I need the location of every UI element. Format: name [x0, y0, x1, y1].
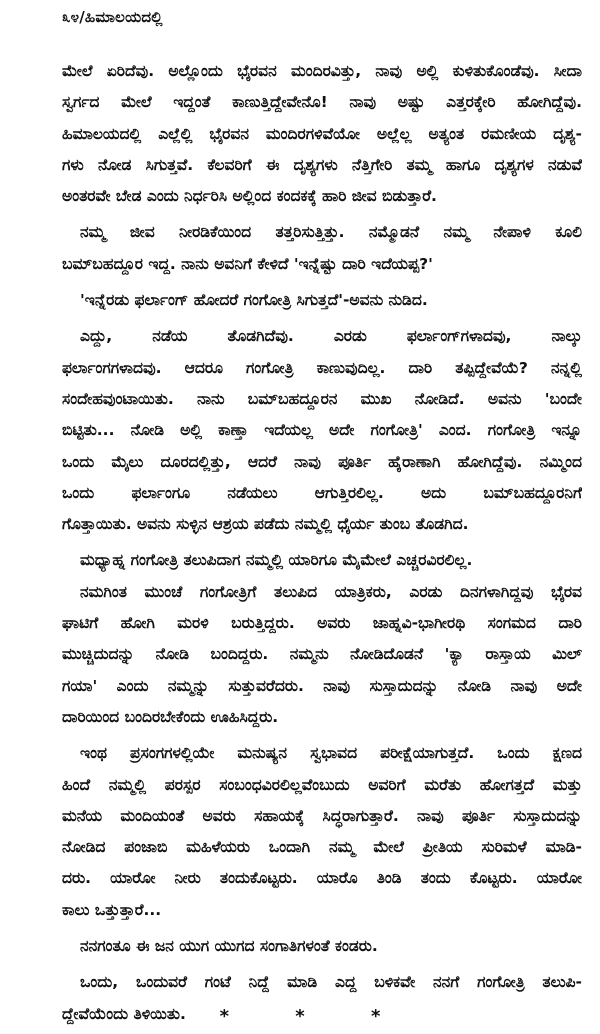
- text-line: ಗಳು ನೋಡ ಸಿಗುತ್ತವೆ. ಕೆಲವರಿಗೆ ಈ ದೃಶ್ಯಗಳು ನೆತ್ತಿಗೇರಿ ತಮ್ಮ ಹಾಗೂ ದೃಶ್ಯಗಳ ನಡುವೆ: [62, 155, 582, 174]
- text-line: ಗಯಾ' ಎಂದು ನಮ್ಮನ್ನು ಸುತ್ತುವರೆದರು. ನಾವು ಸುಸ್ತಾದುದನ್ನು ನೋಡಿ ನಾವು ಅದೇ: [62, 676, 582, 695]
- running-head: ೩೪/ಹಿಮಾಲಯದಲ್ಲಿ: [62, 8, 163, 26]
- text-line: 'ಇನ್ನೆರಡು ಫರ್ಲಾಂಗ್ ಹೋದರೆ ಗಂಗೋತ್ರಿ ಸಿಗುತ್ತದೆ'-ಅವನು ನುಡಿದ.: [80, 291, 428, 310]
- text-line: ಮೇಲೆ ಏರಿದೆವು. ಅಲ್ಲೊಂದು ಭೈರವನ ಮಂದಿರವಿತ್ತು, ನಾವು ಅಲ್ಲಿ ಕುಳಿತುಕೊಂಡೆವು. ಸೀದಾ: [62, 62, 582, 80]
- text-line: ಬಿಟ್ಟಿತು... ನೋಡಿ ಅಲ್ಲಿ ಕಾಣ್ತಾ ಇದೆಯಲ್ಲ ಅದೇ ಗಂಗೋತ್ರಿ' ಎಂದ. ಗಂಗೋತ್ರಿ ಇನ್ನೂ: [62, 421, 582, 440]
- text-line: ಬಮ್‌ಬಹದ್ದೂರ ಇದ್ದ. ನಾನು ಅವನಿಗೆ ಕೇಳಿದೆ 'ಇನ್ನೆಷ್ಟು ದಾರಿ ಇದೆಯಪ್ಪ?': [62, 254, 433, 273]
- separator-asterisk: *: [370, 1006, 381, 1027]
- text-line: ಸ್ವರ್ಗದ ಮೇಲೆ ಇದ್ದಂತೆ ಕಾಣುತ್ತಿದ್ದೇವೇನೊ! ನಾವು ಅಷ್ಟು ಎತ್ತರಕ್ಕೇರಿ ಹೋಗಿದ್ದೆವು.: [62, 93, 582, 112]
- text-line: ಗೊತ್ತಾಯಿತು. ಅವನು ಸುಳ್ಳಿನ ಆಶ್ರಯ ಪಡೆದು ನಮ್ಮಲ್ಲಿ ಧೈರ್ಯ ತುಂಬ ತೊಡಗಿದ.: [62, 515, 469, 534]
- text-line: ಮುಚ್ಚಿದುದನ್ನು ನೋಡಿ ಬಂದಿದ್ದರು. ನಮ್ಮನು ನೋಡಿದೊಡನೆ 'ಕ್ಯಾ ರಾಸ್ತಾಯ ಮಿಲ್: [62, 645, 582, 664]
- text-line: ದ್ದೇವೆಯೆಂದು ತಿಳಿಯಿತು.: [62, 1004, 186, 1023]
- text-line: ನೋಡಿದ ಪಂಜಾಬಿ ಮಹಿಳೆಯರು ಒಂದಾಗಿ ನಮ್ಮ ಮೇಲೆ ಪ್ರೀತಿಯ ಸುರಿಮಳೆ ಮಾಡಿ-: [62, 838, 582, 857]
- text-line: ಎದ್ದು, ನಡೆಯ ತೊಡಗಿದೆವು. ಎರಡು ಫರ್ಲಾಂಗ್‌ಗಳಾದವು, ನಾಲ್ಕು: [80, 327, 582, 346]
- text-line: ನಮಗಿಂತ ಮುಂಚೆ ಗಂಗೋತ್ರಿಗೆ ತಲುಪಿದ ಯಾತ್ರಿಕರು, ಎರಡು ದಿನಗಳಾಗಿದ್ದವು ಭೈರವ: [80, 582, 582, 601]
- text-line: ದರು. ಯಾರೋ ನೀರು ತಂದುಕೊಟ್ಟರು. ಯಾರೊ ತಿಂಡಿ ತಂದು ಕೊಟ್ಟರು. ಯಾರೋ: [62, 869, 582, 888]
- section-separator: [0, 1006, 600, 1027]
- text-line: ಫರ್ಲಾಂಗಗಳಾದವು. ಆದರೂ ಗಂಗೋತ್ರಿ ಕಾಣುವುದಿಲ್ಲ. ದಾರಿ ತಪ್ಪಿದ್ದೇವೆಯೆ? ನನ್ನಲ್ಲಿ: [62, 358, 582, 377]
- text-line: ಅಂತರವೇ ಬೇಡ ಎಂದು ನಿರ್ಧರಿಸಿ ಅಲ್ಲಿಂದ ಕಂದಕಕ್ಕೆ ಹಾರಿ ಜೀವ ಬಿಡುತ್ತಾರೆ.: [62, 187, 437, 206]
- text-line: ನನಗಂತೂ ಈ ಜನ ಯುಗ ಯುಗದ ಸಂಗಾತಿಗಳಂತೆ ಕಂಡರು.: [80, 937, 378, 956]
- text-line: ಮಧ್ಯಾಹ್ನ ಗಂಗೋತ್ರಿ ತಲುಪಿದಾಗ ನಮ್ಮಲ್ಲಿ ಯಾರಿಗೂ ಮೈಮೇಲೆ ಎಚ್ಚರವಿರಲಿಲ್ಲ.: [80, 551, 473, 570]
- text-line: ಘಾಟಿಗೆ ಹೋಗಿ ಮರಳಿ ಬರುತ್ತಿದ್ದರು. ಅವರು ಜಾಹ್ನವಿ-ಭಾಗೀರಥಿ ಸಂಗಮದ ದಾರಿ: [62, 614, 582, 633]
- body-text: [62, 56, 582, 1030]
- text-line: ಸಂದೇಹವುಂಟಾಯಿತು. ನಾನು ಬಮ್‌ಬಹದ್ದೂರನ ಮುಖ ನೋಡಿದೆ. ಅವನು 'ಬಂದೇ: [62, 389, 582, 408]
- text-line: ಹಿಮಾಲಯದಲ್ಲಿ ಎಲ್ಲೆಲ್ಲಿ ಭೈರವನ ಮಂದಿರಗಳಿವೆಯೋ ಅಲ್ಲೆಲ್ಲ ಅತ್ಯಂತ ರಮಣೀಯ ದೃಶ್ಯ-: [62, 124, 582, 143]
- text-line: ಇಂಥ ಪ್ರಸಂಗಗಳಲ್ಲಿಯೇ ಮನುಷ್ಯನ ಸ್ವಭಾವದ ಪರೀಕ್ಷೆಯಾಗುತ್ತದೆ. ಒಂದು ಕ್ಷಣದ: [80, 744, 582, 763]
- text-line: ಕಾಲು ಒತ್ತುತ್ತಾರೆ...: [62, 900, 162, 919]
- separator-asterisk: *: [219, 1006, 229, 1027]
- text-line: ಹಿಂದೆ ನಮ್ಮಲ್ಲಿ ಪರಸ್ಪರ ಸಂಬಂಧವಿರಲಿಲ್ಲವೆಂಬುದು ಅವರಿಗೆ ಮರೆತು ಹೋಗತ್ತದೆ ಮತ್ತು: [62, 775, 582, 794]
- text-line: ಒಂದು ಫರ್ಲಾಂಗೂ ನಡೆಯಲು ಆಗುತ್ತಿರಲಿಲ್ಲ. ಅದು ಬಮ್‌ಬಹದ್ದೂರನಿಗೆ: [62, 483, 582, 502]
- text-line: ಒಂದು, ಒಂದುವರೆ ಗಂಟೆ ನಿದ್ದೆ ಮಾಡಿ ಎದ್ದ ಬಳಿಕವೇ ನನಗೆ ಗಂಗೋತ್ರಿ ತಲುಪಿ-: [80, 973, 582, 992]
- text-line: ನಮ್ಮ ಜೀವ ನೀರಡಿಕೆಯಿಂದ ತತ್ತರಿಸುತ್ತಿತ್ತು. ನಮ್ಮೊಡನೆ ನಮ್ಮ ನೇಪಾಳಿ ಕೂಲಿ: [80, 223, 582, 242]
- separator-asterisk: *: [295, 1006, 305, 1027]
- text-line: ಒಂದು ಮೈಲು ದೂರದಲ್ಲಿತ್ತು, ಆದರೆ ನಾವು ಪೂರ್ತಿ ಹೈರಾಣಾಗಿ ಹೋಗಿದ್ದೆವು. ನಮ್ಮಿಂದ: [62, 452, 582, 471]
- text-line: ಮನೆಯ ಮಂದಿಯಂತೆ ಅವರು ಸಹಾಯಕ್ಕೆ ಸಿದ್ಧರಾಗುತ್ತಾರೆ. ನಾವು ಪೂರ್ತಿ ಸುಸ್ತಾದುದನ್ನು: [62, 806, 582, 825]
- text-line: ದಾರಿಯಿಂದ ಬಂದಿರಬೇಕೆಂದು ಊಹಿಸಿದ್ದರು.: [62, 707, 279, 726]
